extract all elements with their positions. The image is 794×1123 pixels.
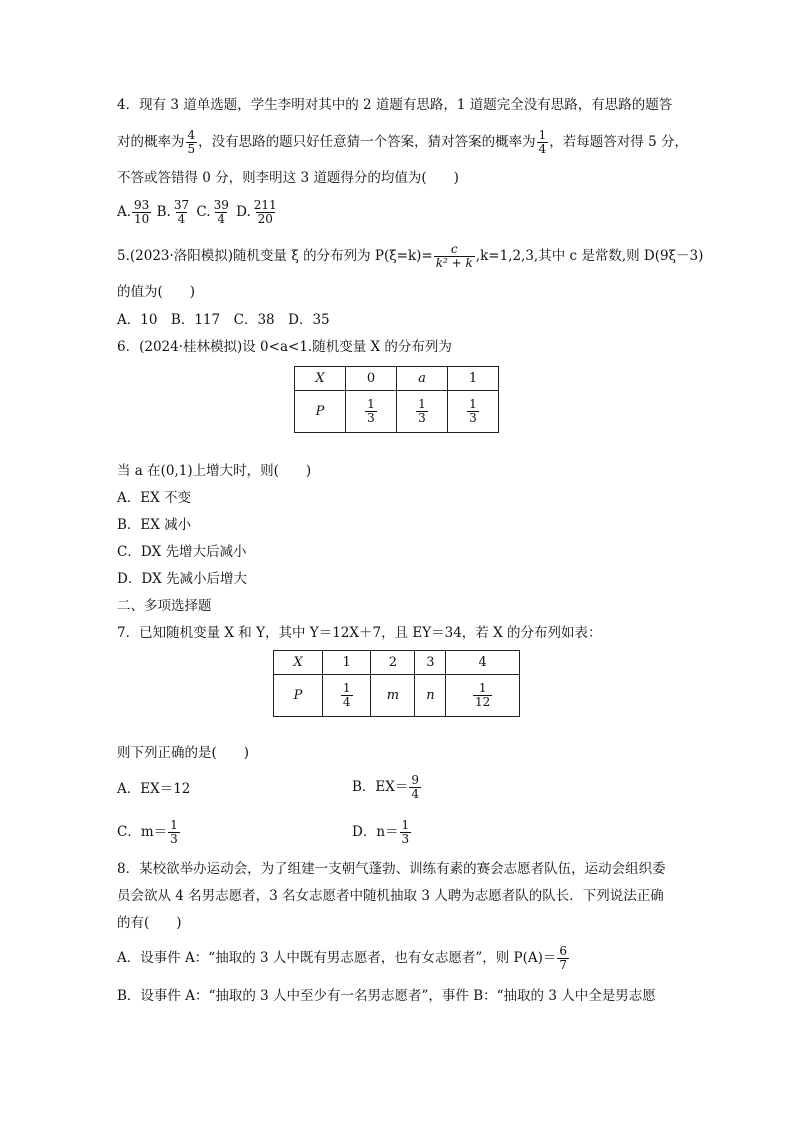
- frac-num: 6: [559, 944, 568, 958]
- table-cell: 1: [448, 367, 499, 391]
- q7-option-a: A．EX＝12: [117, 781, 191, 797]
- q7-distribution-table: [273, 650, 520, 717]
- frac-num: 1: [538, 128, 547, 142]
- option-fraction: [168, 819, 180, 846]
- q6-distribution-table: [294, 366, 499, 433]
- option-label: C.: [196, 204, 211, 220]
- q8-line1: 8．某校欲举办运动会，为了组建一支朝气蓬勃、训练有素的赛会志愿者队伍，运动会组织委: [117, 861, 666, 877]
- frac-den: 4: [217, 212, 226, 226]
- q8-option-b: B．设事件 A：“抽取的 3 人中至少有一名男志愿者”，事件 B：“抽取的 3 人中全是男志愿: [117, 988, 656, 1004]
- option-text: D．n＝: [352, 824, 399, 840]
- frac-num: 9: [411, 773, 420, 787]
- q7-after: 则下列正确的是( ): [117, 745, 250, 761]
- frac-num: 1: [170, 818, 178, 832]
- frac-num: 4: [187, 128, 196, 142]
- frac-den: 10: [134, 212, 150, 226]
- table-header-row: [274, 651, 520, 675]
- frac-den: 3: [170, 832, 178, 846]
- option-fraction: [400, 819, 412, 846]
- table-header-row: [295, 367, 499, 391]
- table-cell: 4: [446, 651, 520, 675]
- option-fraction: [212, 199, 231, 226]
- option-label: D.: [236, 204, 251, 220]
- option-text: B．EX＝: [352, 779, 409, 795]
- q4-fraction-b: [537, 129, 549, 156]
- table-cell: [346, 391, 397, 433]
- q4-line2c: ，若每题答对得 5 分，: [549, 134, 688, 150]
- option-fraction: [409, 774, 421, 801]
- q4-fraction-a: [186, 129, 198, 156]
- cell-fraction: [416, 398, 428, 425]
- table-cell: 3: [415, 651, 446, 675]
- table-cell: 0: [346, 367, 397, 391]
- frac-num: 37: [173, 198, 190, 212]
- table-cell: P: [274, 675, 323, 717]
- frac-num: 1: [469, 397, 477, 411]
- option-text: A．设事件 A：“抽取的 3 人中既有男志愿者，也有女志愿者”，则 P(A)＝: [117, 950, 557, 966]
- q5-line1b: ,k=1,2,3,其中 c 是常数,则 D(9ξ－3): [475, 248, 704, 264]
- q7-option-c: [117, 816, 181, 848]
- frac-den: 4: [177, 212, 186, 226]
- q4-option-a: [117, 198, 152, 226]
- q4-line2a: 对的概率为: [117, 134, 185, 150]
- frac-den: 7: [559, 958, 568, 972]
- frac-num: 1: [342, 681, 351, 695]
- q5-options: A．10 B．117 C．38 D．35: [117, 312, 330, 328]
- option-fraction: [557, 945, 569, 972]
- q6-option-b: B．EX 减小: [117, 517, 192, 533]
- cell-fraction: [365, 398, 377, 425]
- table-cell: n: [415, 675, 446, 717]
- cell-fraction: [467, 398, 479, 425]
- frac-num: 1: [418, 397, 426, 411]
- table-cell: 2: [371, 651, 415, 675]
- table-row: [295, 391, 499, 433]
- q7-line1: 7．已知随机变量 X 和 Y，其中 Y＝12X＋7，且 EY＝34，若 X 的分布列如表：: [117, 625, 602, 641]
- frac-den: 3: [469, 411, 477, 425]
- frac-den: k² + k: [435, 256, 473, 270]
- cell-fraction: [473, 682, 492, 709]
- table-cell: a: [397, 367, 448, 391]
- option-text: C．m＝: [117, 824, 168, 840]
- frac-num: 1: [401, 818, 410, 832]
- frac-den: 20: [257, 212, 273, 226]
- q4-option-c: [196, 198, 231, 226]
- q4-line2: [117, 126, 688, 158]
- q6-after: 当 a 在(0,1)上增大时，则( ): [117, 463, 312, 479]
- table-cell: X: [295, 367, 346, 391]
- table-cell: P: [295, 391, 346, 433]
- section-heading: 二、多项选择题: [117, 598, 212, 614]
- option-label: A.: [117, 204, 132, 220]
- option-fraction: [252, 199, 279, 226]
- table-cell: [397, 391, 448, 433]
- frac-num: 1: [478, 681, 487, 695]
- q6-option-c: C．DX 先增大后减小: [117, 544, 247, 560]
- frac-den: 4: [538, 142, 547, 156]
- option-fraction: [132, 199, 151, 226]
- q8-line3: 的有( ): [117, 915, 182, 931]
- q8-option-a: [117, 942, 570, 974]
- option-fraction: [172, 199, 191, 226]
- frac-den: 3: [367, 411, 375, 425]
- frac-den: 4: [342, 695, 351, 709]
- q5-line1a: 5.(2023·洛阳模拟)随机变量 ξ 的分布列为 P(ξ=k)=: [117, 248, 433, 264]
- q5-fraction: [434, 243, 475, 270]
- table-cell: 1: [323, 651, 371, 675]
- q5-line2: 的值为( ): [117, 284, 196, 300]
- frac-num: 211: [253, 198, 277, 212]
- q6-option-a: A．EX 不变: [117, 490, 192, 506]
- q4-options: [117, 196, 280, 228]
- q4-option-b: [156, 198, 193, 226]
- frac-num: 93: [134, 198, 150, 212]
- q4-line2b: ，没有思路的题只好任意猜一个答案，猜对答案的概率为: [198, 134, 536, 150]
- q4-line3: 不答或答错得 0 分，则李明这 3 道题得分的均值为( ): [117, 170, 459, 186]
- table-cell: [448, 391, 499, 433]
- frac-num: 39: [213, 198, 229, 212]
- option-label: B.: [156, 204, 171, 220]
- frac-den: 12: [475, 695, 491, 709]
- q4-option-d: [236, 198, 280, 226]
- q6-option-d: D．DX 先减小后增大: [117, 571, 248, 587]
- q4-line1: 4．现有 3 道单选题，学生李明对其中的 2 道题有思路，1 道题完全没有思路，有思路的题答: [117, 97, 673, 113]
- frac-num: c: [450, 242, 458, 256]
- table-cell: X: [274, 651, 323, 675]
- frac-den: 3: [401, 832, 410, 846]
- frac-num: 1: [367, 397, 375, 411]
- q7-option-b: [352, 771, 422, 803]
- table-cell: [446, 675, 520, 717]
- frac-den: 3: [418, 411, 426, 425]
- q5-line1: [117, 240, 703, 272]
- table-cell: m: [371, 675, 415, 717]
- frac-den: 5: [187, 142, 196, 156]
- cell-fraction: [341, 682, 353, 709]
- table-cell: [323, 675, 371, 717]
- table-row: [274, 675, 520, 717]
- q8-line2: 员会欲从 4 名男志愿者，3 名女志愿者中随机抽取 3 人聘为志愿者队的队长．下列说法正确: [117, 888, 664, 904]
- frac-den: 4: [411, 787, 420, 801]
- q6-line1: 6．(2024·桂林模拟)设 0<a<1.随机变量 X 的分布列为: [117, 339, 452, 355]
- q7-option-d: [352, 816, 412, 848]
